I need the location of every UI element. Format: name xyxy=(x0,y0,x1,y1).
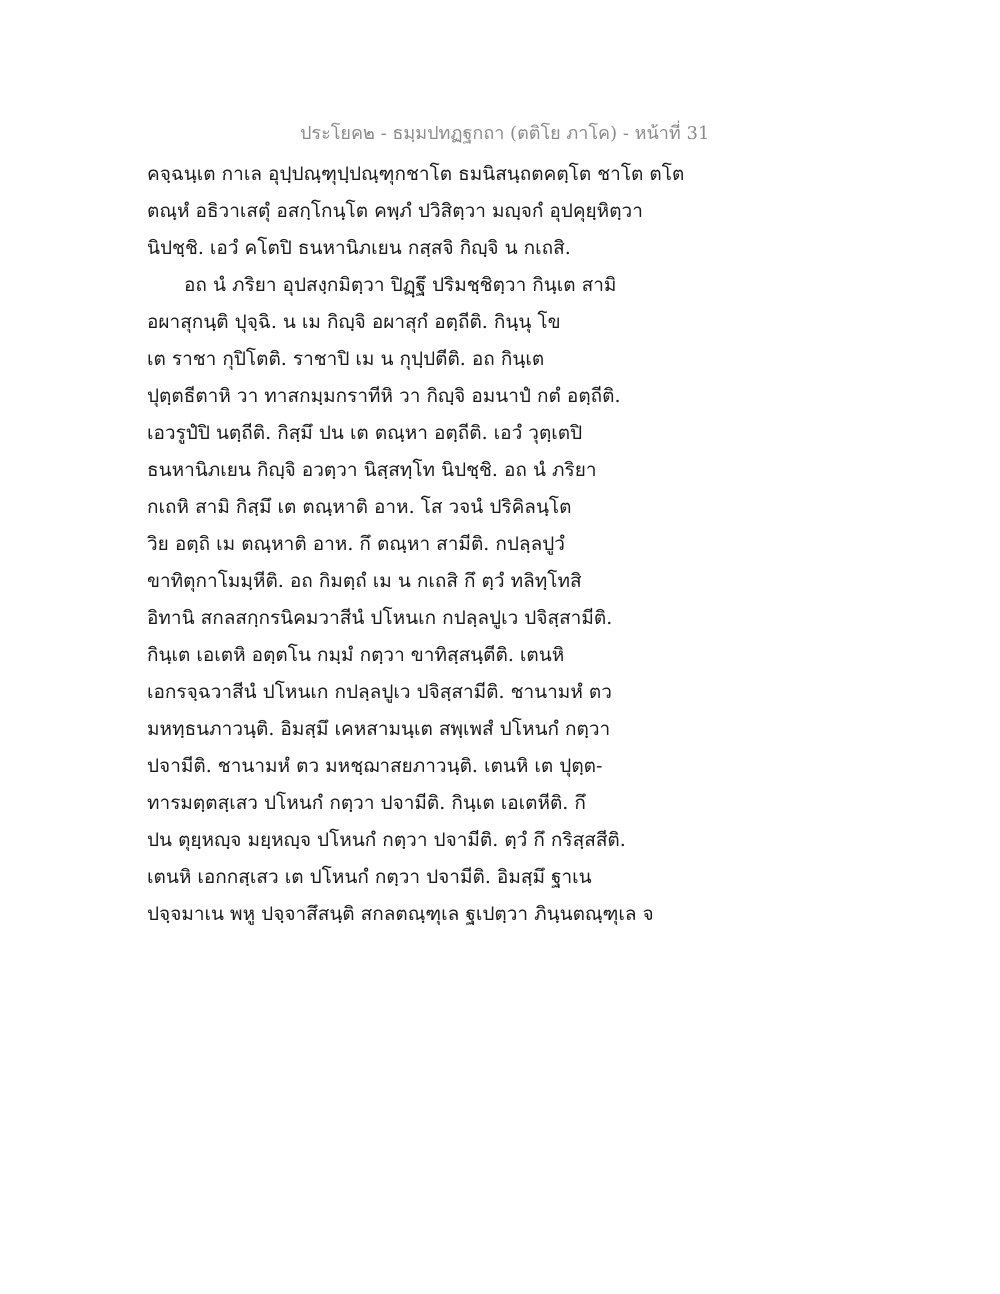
text-line: อิทานิ สกลสกฺกรนิคมวาสีนํ ปโหนเก กปลฺลปูเว ปจิสฺสามีติ. xyxy=(147,607,613,629)
text-line: ขาทิตุกาโมมฺหีติ. อถ กิมตฺถํ เม น กเถสิ กึ ตฺวํ ทลิทฺโทสิ xyxy=(147,570,582,592)
text-line-paragraph-start: อถ นํ ภริยา อุปสงฺกมิตฺวา ปิฏฺฐึ ปริมชฺชิตฺวา กินฺเต สามิ xyxy=(184,274,617,296)
text-line: เตนหิ เอกกสฺเสว เต ปโหนกํ กตฺวา ปจามีติ. อิมสฺมึ ฐาเน xyxy=(147,866,592,888)
text-line: ปุตฺตธีตาหิ วา ทาสกมฺมกราทีหิ วา กิญฺจิ อมนาปํ กตํ อตฺถีติ. xyxy=(147,385,621,407)
text-line: ปจฺจมาเน พหู ปจฺจาสึสนฺติ สกลตณฺฑุเล ฐเปตฺวา ภินฺนตณฺฑุเล จ xyxy=(147,903,654,925)
body-text xyxy=(147,156,707,933)
text-line: เต ราชา กุปิโตติ. ราชาปิ เม น กุปฺปตีติ. อถ กินฺเต xyxy=(147,348,545,370)
running-header: ประโยค๒ - ธมฺมปทฏฐกถา (ตติโย ภาโค) - หน้าที่ 31 xyxy=(300,123,710,144)
text-line: ปน ตุยฺหญฺจ มยฺหญฺจ ปโหนกํ กตฺวา ปจามีติ. ตฺวํ กึ กริสฺสสีติ. xyxy=(147,829,626,851)
text-line: มหทฺธนภาวนฺติ. อิมสฺมึ เคหสามนฺเต สพฺเพสํ ปโหนกํ กตฺวา xyxy=(147,718,611,740)
text-line: กินฺเต เอเตหิ อตฺตโน กมฺมํ กตฺวา ขาทิสฺสนฺตีติ. เตนหิ xyxy=(147,644,565,666)
text-line: อผาสุกนฺติ ปุจฺฉิ. น เม กิญฺจิ อผาสุกํ อตฺถีติ. กินฺนุ โข xyxy=(147,311,561,333)
text-line: ตณฺหํ อธิวาเสตุํ อสกฺโกนฺโต คพฺภํ ปวิสิตฺวา มญฺจกํ อุปคุยฺหิตฺวา xyxy=(147,200,643,222)
text-line: ปจามีติ. ชานามหํ ตว มหชฺฌาสยภาวนฺติ. เตนหิ เต ปุตฺต- xyxy=(147,755,603,777)
text-line: นิปชฺชิ. เอวํ คโตปิ ธนหานิภเยน กสฺสจิ กิญฺจิ น กเถสิ. xyxy=(147,237,571,259)
text-line: ทารมตฺตสฺเสว ปโหนกํ กตฺวา ปจามีติ. กินฺเต เอเตหีติ. กึ xyxy=(147,792,586,814)
text-line: วิย อตฺถิ เม ตณฺหาติ อาห. กึ ตณฺหา สามีติ. กปลฺลปูวํ xyxy=(147,533,565,555)
text-line: เอกรจฺฉวาสีนํ ปโหนเก กปลฺลปูเว ปจิสฺสามีติ. ชานามหํ ตว xyxy=(147,681,612,703)
text-line: เอวรูปํปิ นตฺถีติ. กิสฺมึ ปน เต ตณฺหา อตฺถีติ. เอวํ วุตฺเตปิ xyxy=(147,422,583,444)
text-line: คจฺฉนฺเต กาเล อุปฺปณฺฑุปฺปณฺฑุกชาโต ธมนิสนฺถตคตฺโต ชาโต ตโต xyxy=(147,163,685,185)
text-line: กเถหิ สามิ กิสฺมึ เต ตณฺหาติ อาห. โส วจนํ ปริคิลนฺโต xyxy=(147,496,572,518)
text-line: ธนหานิภเยน กิญฺจิ อวตฺวา นิสฺสทฺโท นิปชฺชิ. อถ นํ ภริยา xyxy=(147,459,597,481)
